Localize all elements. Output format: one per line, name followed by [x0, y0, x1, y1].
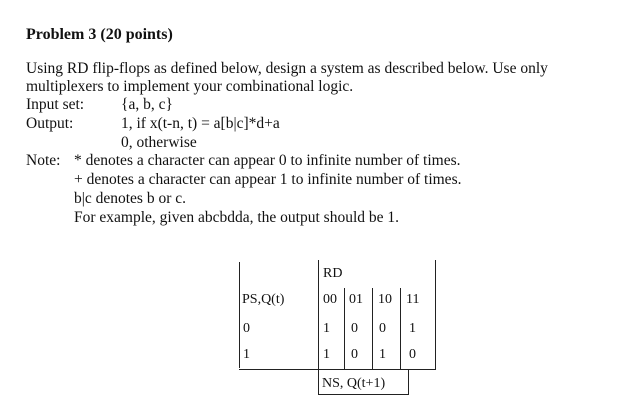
- table-right-border: [435, 260, 436, 370]
- output-value-2: 0, otherwise: [121, 134, 197, 151]
- problem-title: Problem 3 (20 points): [26, 26, 173, 43]
- note-line-1: * denotes a character can appear 0 to infinite number of times.: [74, 152, 461, 169]
- column-header-11: 11: [406, 292, 420, 307]
- table-col-line-3: [400, 288, 401, 370]
- row-0-cell-00: 1: [323, 321, 330, 336]
- rd-label: RD: [323, 266, 343, 281]
- row-0-cell-10: 0: [379, 321, 386, 336]
- table-col-line-2: [372, 288, 373, 370]
- table-footer-right: [408, 370, 409, 394]
- row-1-cell-00: 1: [323, 347, 330, 362]
- intro-line-1: Using RD flip-flops as defined below, design a system as described below. Use only: [26, 60, 548, 77]
- row-0-cell-11: 1: [409, 321, 416, 336]
- column-header-00: 00: [323, 292, 337, 307]
- column-header-01: 01: [349, 292, 363, 307]
- note-label: Note:: [26, 152, 61, 169]
- row-1-cell-01: 0: [351, 347, 358, 362]
- table-footer-bottom: [318, 394, 409, 395]
- note-line-2: + denotes a character can appear 1 to infinite number of times.: [74, 171, 462, 188]
- row-1-state: 1: [243, 347, 250, 362]
- table-bottom-line: [239, 369, 436, 370]
- table-col-line-1: [344, 288, 345, 370]
- table-divider: [318, 260, 319, 394]
- row-1-cell-11: 0: [409, 347, 416, 362]
- note-line-4: For example, given abcbdda, the output should be 1.: [74, 209, 400, 226]
- intro-line-2: multiplexers to implement your combinational logic.: [26, 78, 354, 95]
- table-left-border: [239, 262, 240, 368]
- output-label: Output:: [26, 115, 74, 132]
- note-line-3: b|c denotes b or c.: [74, 190, 186, 207]
- input-value: {a, b, c}: [121, 96, 173, 113]
- row-0-state: 0: [243, 321, 250, 336]
- table-footer-label: NS, Q(t+1): [322, 376, 386, 391]
- column-header-10: 10: [378, 292, 392, 307]
- ps-header: PS,Q(t): [242, 292, 285, 307]
- row-1-cell-10: 1: [379, 347, 386, 362]
- input-label: Input set:: [26, 96, 85, 113]
- output-value-1: 1, if x(t-n, t) = a[b|c]*d+a: [121, 115, 280, 132]
- row-0-cell-01: 0: [351, 321, 358, 336]
